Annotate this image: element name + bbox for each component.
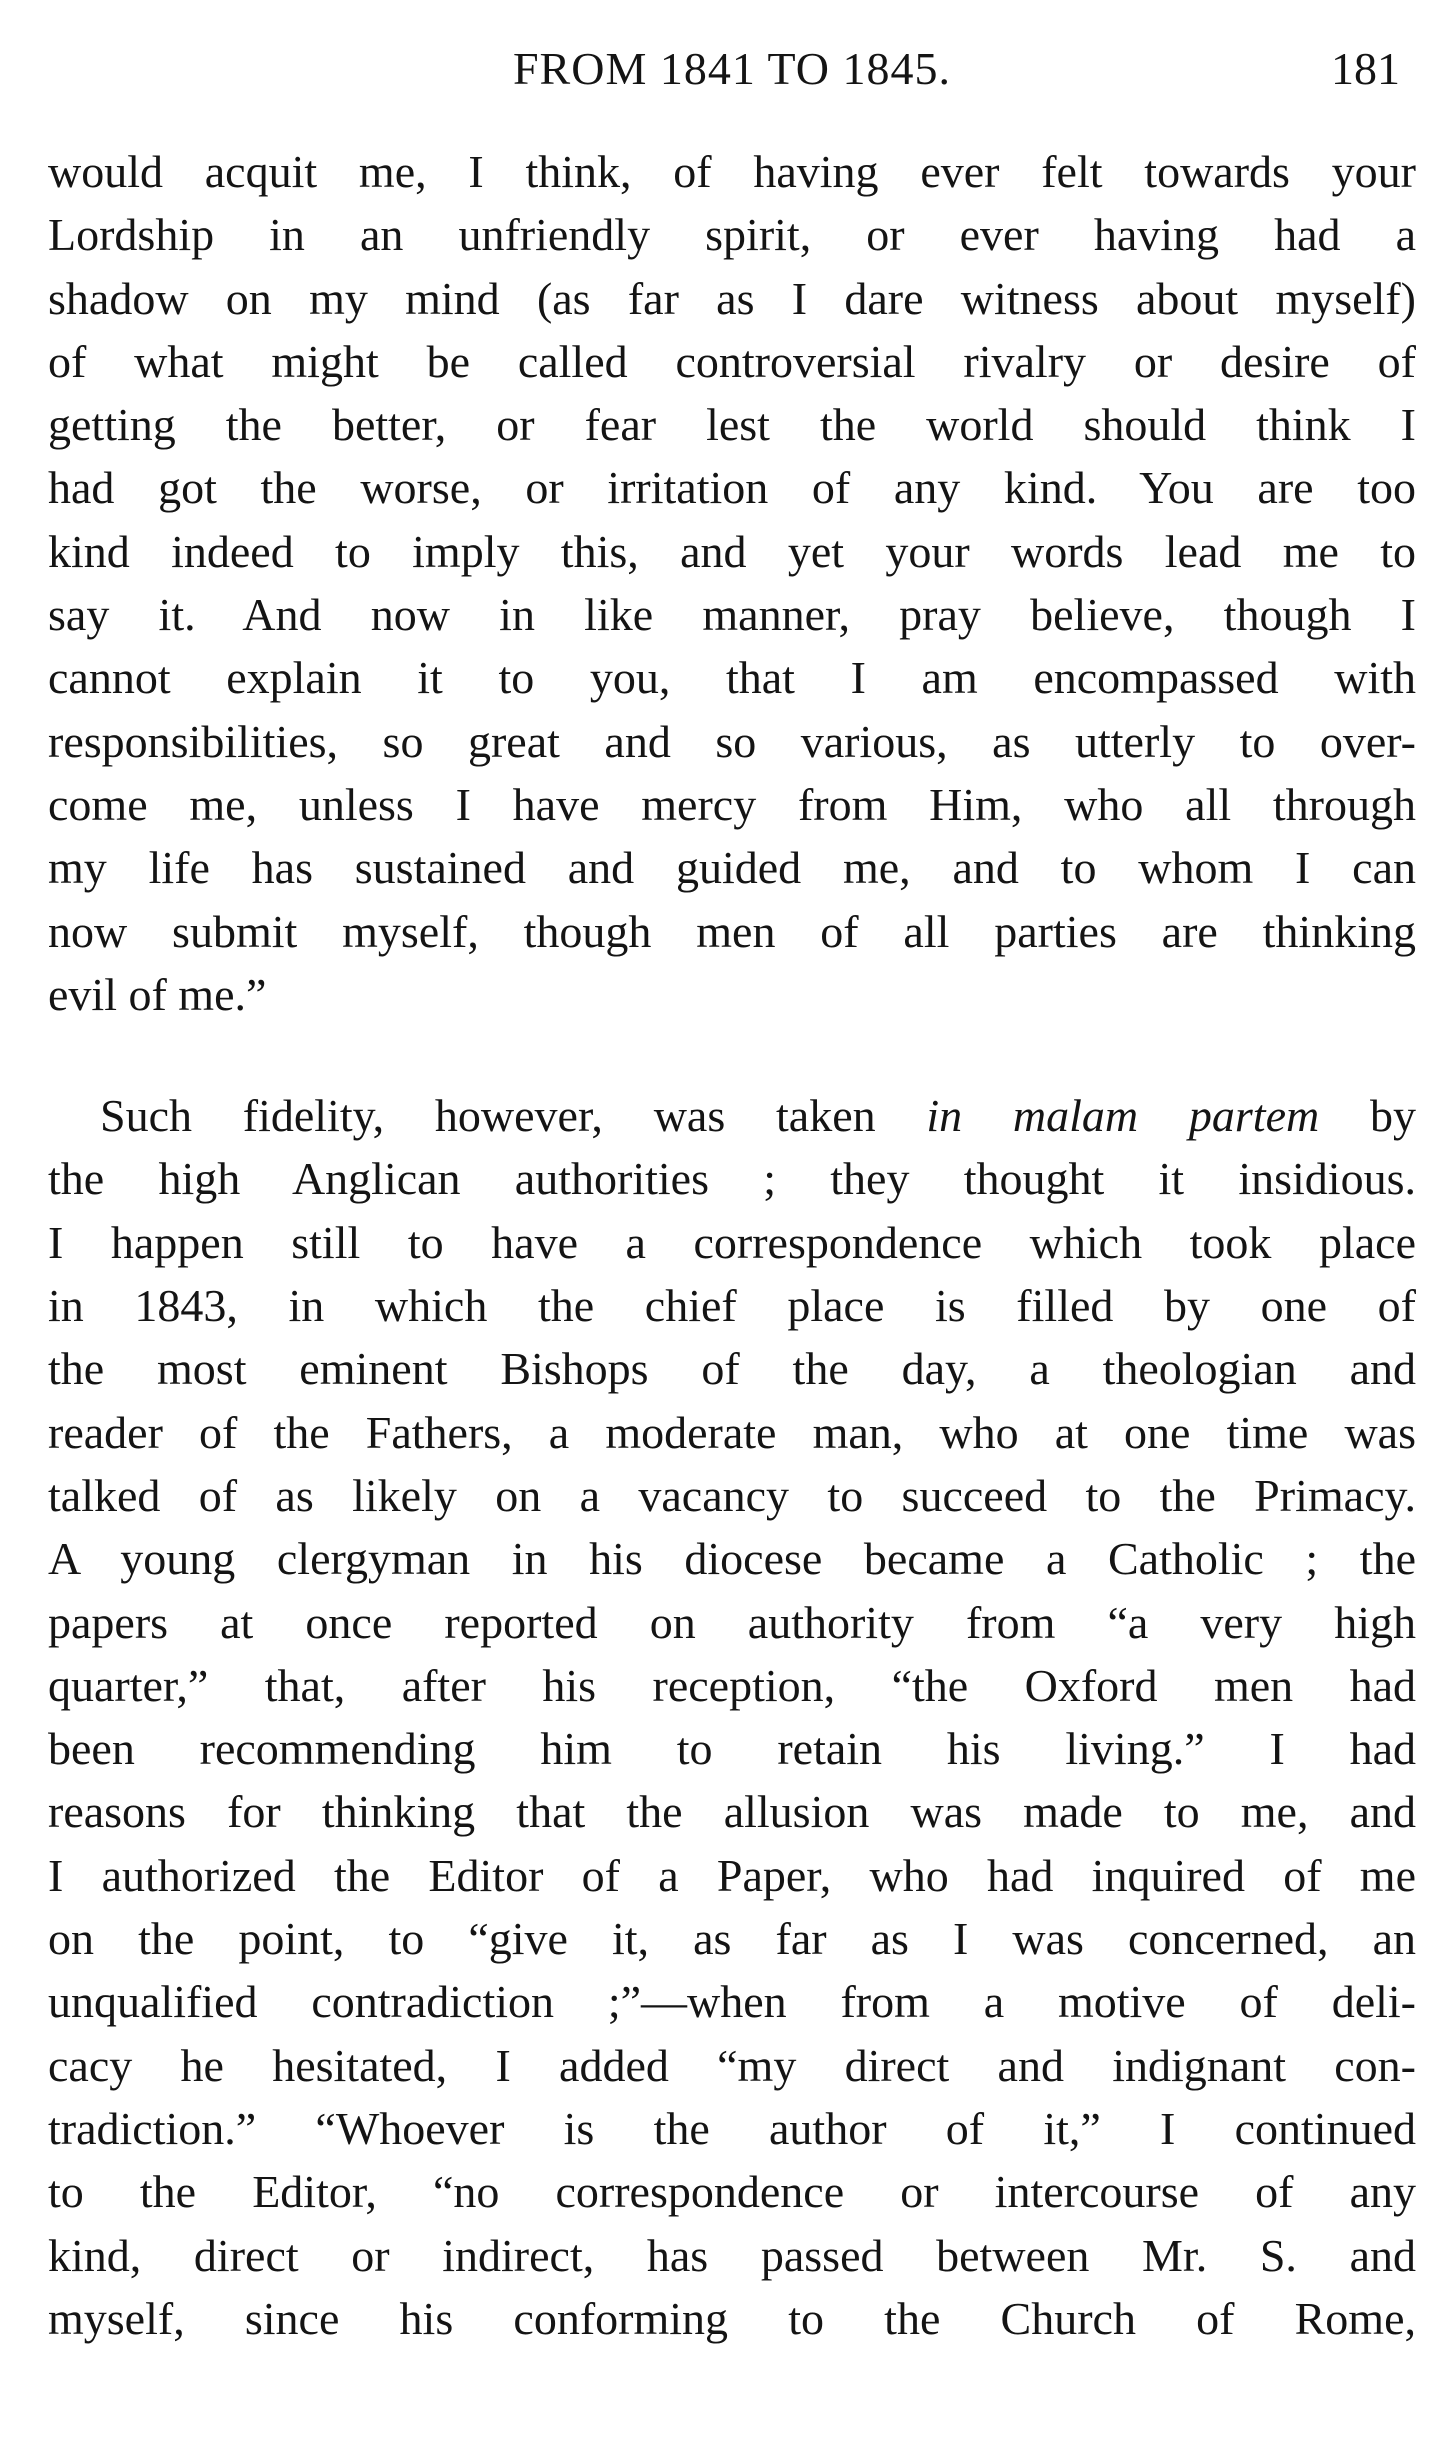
- text-line-first: [48, 1084, 1416, 1147]
- text-run: Such fidelity, however, was taken: [100, 1090, 876, 1142]
- text-line: on the point, to “give it, as far as I was concerned, an: [48, 1913, 1416, 1965]
- text-line: quarter,” that, after his reception, “the Oxford men had: [48, 1659, 1416, 1711]
- text-line: been recommending him to retain his living.” I had: [48, 1723, 1416, 1775]
- text-line: talked of as likely on a vacancy to succeed to the Primacy.: [48, 1469, 1416, 1521]
- page-number: 181: [1331, 43, 1400, 94]
- body-text: [48, 140, 1416, 2350]
- text-line: come me, unless I have mercy from Him, who all through: [48, 778, 1416, 830]
- text-line: cacy he hesitated, I added “my direct and indignant con-: [48, 2039, 1416, 2091]
- text-line: of what might be called controversial rivalry or desire of: [48, 335, 1416, 387]
- text-line: I happen still to have a correspondence which took place: [48, 1216, 1416, 1268]
- text-line: tradiction.” “Whoever is the author of it,” I continued: [48, 2102, 1416, 2154]
- text-line: unqualified contradiction ;”—when from a motive of deli-: [48, 1976, 1416, 2028]
- book-page: [48, 0, 1416, 2442]
- text-line: kind, direct or indirect, has passed between Mr. S. and: [48, 2229, 1416, 2281]
- paragraph-gap: [48, 1026, 1416, 1084]
- running-title: FROM 1841 TO 1845.: [512, 43, 952, 94]
- text-line: A young clergyman in his diocese became a Catholic ; the: [48, 1533, 1416, 1585]
- text-line: papers at once reported on authority from “a very high: [48, 1596, 1416, 1648]
- text-line: my life has sustained and guided me, and to whom I can: [48, 842, 1416, 894]
- text-line: now submit myself, though men of all parties are thinking: [48, 905, 1416, 957]
- text-line: getting the better, or fear lest the world should think I: [48, 399, 1416, 451]
- text-run: by: [1370, 1090, 1416, 1142]
- paragraph-2: [48, 1084, 1416, 2350]
- paragraph-1: [48, 140, 1416, 1026]
- text-line: responsibilities, so great and so various, as utterly to over-: [48, 715, 1416, 767]
- text-line: shadow on my mind (as far as I dare witness about myself): [48, 272, 1416, 324]
- running-head: [48, 36, 1416, 106]
- text-line: would acquit me, I think, of having ever felt towards your: [48, 146, 1416, 197]
- latin-phrase: in malam partem: [926, 1090, 1320, 1142]
- text-line: the most eminent Bishops of the day, a theologian and: [48, 1343, 1416, 1395]
- text-line: reasons for thinking that the allusion was made to me, and: [48, 1786, 1416, 1838]
- text-line: myself, since his conforming to the Church of Rome,: [48, 2292, 1416, 2344]
- text-line: I authorized the Editor of a Paper, who had inquired of me: [48, 1849, 1416, 1901]
- text-line: had got the worse, or irritation of any kind. You are too: [48, 462, 1416, 514]
- text-line: cannot explain it to you, that I am encompassed with: [48, 652, 1416, 704]
- text-line: reader of the Fathers, a moderate man, who at one time was: [48, 1406, 1416, 1458]
- text-line: say it. And now in like manner, pray believe, though I: [48, 589, 1416, 641]
- text-line: in 1843, in which the chief place is filled by one of: [48, 1280, 1416, 1332]
- text-line: to the Editor, “no correspondence or intercourse of any: [48, 2166, 1416, 2218]
- text-line: the high Anglican authorities ; they thought it insidious.: [48, 1153, 1416, 1205]
- text-line: Lordship in an unfriendly spirit, or ever having had a: [48, 209, 1416, 261]
- text-line-last: evil of me.”: [48, 968, 267, 1020]
- text-line: kind indeed to imply this, and yet your words lead me to: [48, 525, 1416, 577]
